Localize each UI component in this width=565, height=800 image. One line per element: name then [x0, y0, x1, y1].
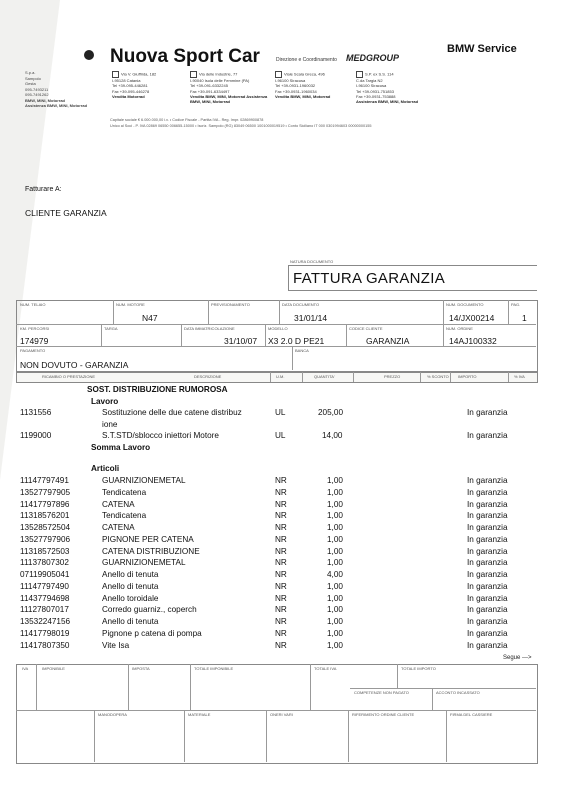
checkbox-icon [275, 71, 282, 78]
bmw-service-title: BMW Service [447, 43, 517, 55]
row-desc: Corredo guarniz., coperch [102, 605, 197, 615]
field-num-documento: 14/JX00214 [449, 313, 495, 323]
row-code: 1199000 [20, 431, 52, 440]
row-desc: Anello di tenuta [102, 617, 159, 626]
divider [190, 664, 191, 710]
checkbox-icon [356, 71, 363, 78]
divider [181, 324, 182, 346]
row-code: 11318576201 [20, 511, 70, 521]
row-code: 07119905041 [20, 570, 70, 579]
label-targa: TARGA [104, 326, 118, 331]
label-non-pagato: COMPETENZE NON PAGATO [354, 690, 409, 695]
label-incasso: ACCONTO INCASSATO [436, 690, 480, 695]
divider [16, 346, 536, 347]
row-um: NR [275, 499, 287, 509]
row-desc: GUARNIZIONEMETAL [102, 476, 186, 485]
document-type-label: NATURA DOCUMENTO [290, 259, 334, 264]
row-status: In garanzia [467, 476, 508, 485]
row-status: In garanzia [467, 617, 508, 626]
row-status: In garanzia [467, 605, 508, 615]
label-data: DATA DOCUMENTO [282, 302, 320, 307]
capital-line: Capitale sociale € 6.000.000,00 i.v. • Codice Fiscale - Partita IVA - Reg. Impr. 02869900878 [110, 118, 264, 122]
segue-label: Segue ---> [503, 655, 532, 661]
row-qty: 1,00 [327, 476, 343, 485]
label-totale-iva: TOTALE IVA [314, 666, 337, 671]
divider [270, 372, 271, 382]
row-code: 11417807350 [20, 640, 70, 650]
row-desc: Pignone p catena di pompa [102, 628, 202, 638]
row-code: 11127807017 [20, 605, 69, 615]
row-code: 1131556 [20, 408, 52, 417]
row-qty: 1,00 [327, 534, 343, 544]
label-num-doc: NUM. DOCUMENTO [446, 302, 484, 307]
label-iva: IVA [22, 666, 29, 671]
row-code: 13532247156 [20, 617, 71, 626]
articoli-heading: Articoli [91, 464, 120, 473]
field-data-documento: 31/01/14 [294, 313, 328, 323]
bmw-logo-icon [84, 50, 94, 60]
row-status: In garanzia [467, 546, 508, 556]
row-qty: 1,00 [327, 593, 343, 603]
label-motore: NUM. MOTORE [116, 302, 145, 307]
row-um: NR [275, 511, 287, 521]
row-um: UL [275, 431, 286, 440]
row-status: In garanzia [467, 511, 508, 521]
row-desc: Vite Isa [102, 640, 130, 650]
divider [208, 300, 209, 324]
label-oneri-vari: ONERI VARI [270, 712, 293, 717]
section-title: SOST. DISTRIBUZIONE RUMOROSA [87, 385, 228, 394]
row-qty: 1,00 [327, 546, 343, 556]
medgroup-logo: MEDGROUP [346, 53, 400, 63]
branch-siracusa: Viale Scala Greca, 496 I-96100 Siracusa Tel +39-0931-1960032 Fax +39-0931-1960034 Vendita BMW, MINI, Motorrad [275, 71, 331, 99]
field-motore: N47 [142, 313, 158, 323]
row-qty: 1,00 [327, 617, 343, 626]
row-desc: Tendicatena [102, 487, 147, 497]
row-status: In garanzia [467, 570, 508, 579]
field-num-ordine: 14AJ100332 [449, 336, 497, 346]
divider [128, 664, 129, 710]
row-desc: Anello di tenuta [102, 581, 159, 591]
label-prev: PREVISIONAMENTO [211, 302, 250, 307]
row-um: NR [275, 593, 287, 603]
divider [350, 688, 536, 689]
divider [292, 346, 293, 370]
label-banca: BANCA [295, 348, 309, 353]
divider [508, 372, 509, 382]
row-desc: PIGNONE PER CATENA [102, 534, 194, 544]
row-um: NR [275, 476, 287, 485]
label-num-ordine: NUM. ORDINE [446, 326, 473, 331]
row-desc: ione [102, 420, 118, 429]
divider [348, 710, 349, 762]
divider [279, 300, 280, 324]
row-um: NR [275, 628, 287, 638]
divider [310, 664, 311, 710]
field-codice-cliente: GARANZIA [366, 336, 410, 346]
label-telaio: NUM. TELAIO [20, 302, 46, 307]
divider [36, 664, 37, 710]
row-code: 13528572504 [20, 523, 71, 532]
row-desc: S.T.STD/sblocco iniettori Motore [102, 431, 219, 440]
divider [443, 300, 444, 324]
row-qty: 1,00 [327, 581, 343, 591]
row-desc: CATENA DISTRIBUZIONE [102, 546, 200, 556]
row-code: 11417797896 [20, 499, 70, 509]
label-totale-importo: TOTALE IMPORTO [401, 666, 436, 671]
row-um: NR [275, 605, 287, 615]
col-iva: % IVA [514, 374, 525, 379]
row-um: NR [275, 558, 287, 568]
col-quantita: QUANTITA' [314, 374, 335, 379]
billing-label: Fatturare A: [25, 186, 62, 193]
row-qty: 1,00 [327, 487, 343, 497]
row-code: 13527797905 [20, 487, 71, 497]
row-qty: 1,00 [327, 511, 343, 521]
col-prezzo: PREZZO [384, 374, 401, 379]
row-um: NR [275, 617, 287, 626]
field-km: 174979 [20, 336, 49, 346]
divider [16, 324, 536, 325]
label-firma-cassiere: FIRMA DEL CASSIERE [450, 712, 493, 717]
row-qty: 205,00 [318, 408, 344, 417]
divider [302, 372, 303, 382]
row-status: In garanzia [467, 523, 508, 532]
checkbox-icon [190, 71, 197, 78]
row-code: 11417798019 [20, 628, 70, 638]
col-um: U.M. [276, 374, 285, 379]
divider [353, 372, 354, 382]
row-um: UL [275, 408, 286, 417]
row-status: In garanzia [467, 593, 508, 603]
field-pagamento: NON DOVUTO - GARANZIA [20, 360, 129, 370]
row-status: In garanzia [467, 487, 508, 497]
row-code: 13527797906 [20, 534, 71, 544]
divider [443, 324, 444, 346]
divider [432, 688, 433, 710]
label-riferimento-ordine: RIFERIMENTO ORDINE CLIENTE [352, 712, 415, 717]
divider [265, 324, 266, 346]
row-um: NR [275, 546, 287, 556]
divider [450, 372, 451, 382]
row-desc: Anello toroidale [102, 593, 159, 603]
billing-customer: CLIENTE GARANZIA [25, 208, 107, 218]
divider [266, 710, 267, 762]
row-status: In garanzia [467, 628, 508, 638]
field-immatricolazione: 31/10/07 [224, 336, 258, 346]
label-pagamento: PAGAMENTO [20, 348, 46, 353]
divider [184, 710, 185, 762]
row-um: NR [275, 570, 287, 579]
branch-catania: Via V. Giuffrida, 182 I-95128 Catania Tel +39-095-446281 Fax +39-095-446278 Vendita Motorrad [112, 71, 157, 99]
document-title: FATTURA GARANZIA [293, 270, 446, 287]
row-qty: 14,00 [322, 431, 343, 440]
row-qty: 1,00 [327, 640, 343, 650]
label-materiale: MATERIALE [188, 712, 211, 717]
row-status: In garanzia [467, 558, 508, 568]
row-code: 11147797490 [20, 581, 69, 591]
row-qty: 1,00 [327, 628, 343, 638]
letterhead-left-fragment: S.p.a. Sampolo Gesta 095-7493211 095-7491262 BMW, MINI, Motorrad Assistenza BMW, MINI, Motorrad [25, 70, 88, 108]
label-totale-imponibile: TOTALE IMPONIBILE [194, 666, 234, 671]
col-importo: IMPORTO [458, 374, 477, 379]
somma-lavoro: Somma Lavoro [91, 443, 151, 452]
divider [446, 710, 447, 762]
label-imposta: IMPOSTA [132, 666, 150, 671]
divider [397, 664, 398, 688]
label-pag: PAG. [511, 302, 521, 307]
divider [420, 372, 421, 382]
direction-text: Direzione e Coordinamento [276, 57, 337, 63]
col-sconto: % SCONTO [427, 374, 449, 379]
row-desc: CATENA [102, 523, 135, 532]
branch-siracusa-targia: S.P. ex S.S. 114 C.da Targia N2 I-96100 Siracusa Tel +39-0931-751853 Fax +39-0931-753888 Assistenza BMW, MINI, Motorrad [356, 71, 419, 105]
row-code: 11137807302 [20, 558, 69, 568]
divider [508, 300, 509, 324]
label-modello: MODELLO [268, 326, 288, 331]
label-imponibile: IMPONIBILE [42, 666, 65, 671]
label-manodopera: MANODOPERA [98, 712, 127, 717]
row-um: NR [275, 581, 287, 591]
branch-palermo: Via delle Industrie, 77 I-90040 Isola delle Femmine (PA) Tel +39-091-6332245 Fax +39-091-6334497 Vendita BMW, MINI, Motorrad Assistenza BMW, MINI, Motorrad [190, 71, 268, 105]
label-km: KM. PERCORSI [20, 326, 50, 331]
lavoro-heading: Lavoro [91, 397, 119, 406]
row-desc: Anello di tenuta [102, 570, 159, 579]
row-desc: CATENA [102, 499, 135, 509]
row-um: NR [275, 523, 287, 532]
field-pag: 1 [522, 313, 527, 323]
col-descrizione: DESCRIZIONE [194, 374, 222, 379]
row-code: 11318572503 [20, 546, 70, 556]
row-qty: 1,00 [327, 499, 343, 509]
checkbox-icon [112, 71, 119, 78]
row-um: NR [275, 640, 287, 650]
row-qty: 1,00 [327, 605, 343, 615]
row-desc: GUARNIZIONEMETAL [102, 558, 186, 568]
divider [346, 324, 347, 346]
divider [113, 300, 114, 324]
divider [94, 710, 95, 762]
row-um: NR [275, 487, 287, 497]
row-code: 11437794698 [20, 593, 70, 603]
row-desc: Sostituzione delle due catene distribuz [102, 408, 242, 417]
row-qty: 1,00 [327, 523, 343, 532]
row-qty: 4,00 [327, 570, 343, 579]
row-um: NR [275, 534, 287, 544]
field-modello: X3 2.0 D PE21 [268, 336, 325, 346]
registration-line: Unico al Soci - P. IVA 02869 06550 006655-15000 • Iscriz. Sampolo (RG) 83049 06500 1001000019519 • Conto Siciliano IT 000 0301994603 00000000155 [110, 124, 372, 128]
brand-name: Nuova Sport Car [110, 46, 260, 67]
col-ricambio: RICAMBIO O PRESTAZIONE [42, 374, 96, 379]
row-code: 11147797491 [20, 476, 69, 485]
row-status: In garanzia [467, 640, 508, 650]
label-codice-cliente: CODICE CLIENTE [349, 326, 383, 331]
row-status: In garanzia [467, 431, 508, 440]
divider [101, 324, 102, 346]
row-status: In garanzia [467, 408, 508, 417]
row-status: In garanzia [467, 534, 508, 544]
label-immatricolazione: DATA IMMATRICOLAZIONE [184, 326, 235, 331]
row-status: In garanzia [467, 499, 508, 509]
row-qty: 1,00 [327, 558, 343, 568]
row-desc: Tendicatena [102, 511, 147, 521]
row-status: In garanzia [467, 581, 508, 591]
